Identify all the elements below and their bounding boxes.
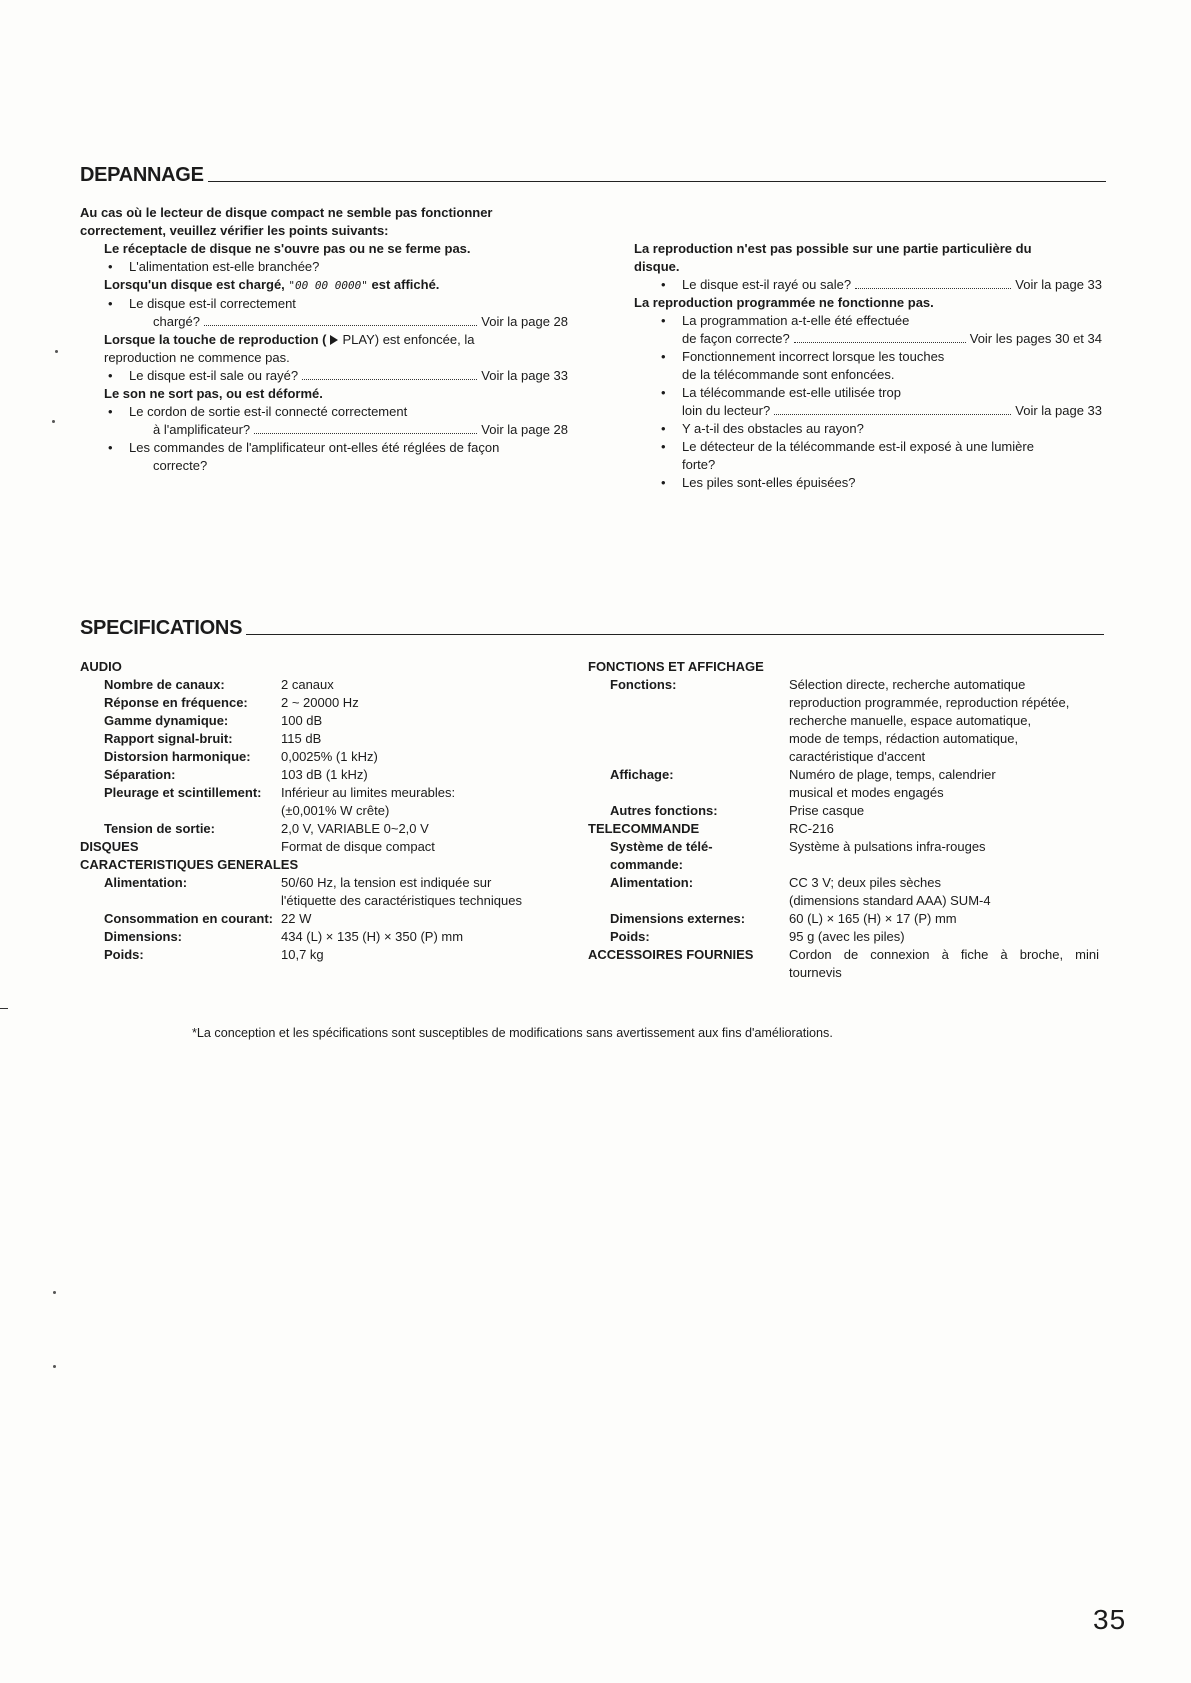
check-output-cord: • Le cordon de sortie est-il connecté correctement <box>80 403 568 421</box>
spec-label <box>80 802 281 820</box>
telecommande-model: RC-216 <box>789 821 834 836</box>
specs-right-column <box>588 658 1118 982</box>
check-disc-dirty: • Le disque est-il sale ou rayé? <box>129 367 298 385</box>
spec-value: reproduction programmée, reproduction répétée, <box>789 695 1070 710</box>
ref-page-33-c: Voir la page 33 <box>1015 403 1102 418</box>
check-sensor-light: • Le détecteur de la télécommande est-il exposé à une lumière <box>634 438 1102 456</box>
depannage-title: DEPANNAGE <box>80 164 204 186</box>
spec-value: Inférieur au limites meurables: <box>281 785 456 800</box>
check-remote-keys-cont: de la télécommande sont enfoncées. <box>682 367 895 382</box>
leader-dots <box>794 342 966 343</box>
fonctions-heading: FONCTIONS ET AFFICHAGE <box>588 659 764 674</box>
spec-value: 95 g (avec les piles) <box>789 929 905 944</box>
specifications-heading <box>80 619 1104 637</box>
disques-value: Format de disque compact <box>281 839 435 854</box>
leader-dots <box>204 325 477 326</box>
spec-label: Système de télé- <box>610 839 713 854</box>
spec-row <box>80 766 600 784</box>
depannage-left-column <box>80 204 568 475</box>
check-output-cord-cont: à l'amplificateur? <box>153 422 251 437</box>
spec-value: 2,0 V, VARIABLE 0~2,0 V <box>281 821 429 836</box>
spec-label: Rapport signal-bruit: <box>104 731 233 746</box>
leader-dots <box>254 433 477 434</box>
problem-play-pre: Lorsque la touche de reproduction ( <box>104 332 327 347</box>
check-remote-distance-cont: loin du lecteur? <box>682 403 771 418</box>
spec-row <box>588 712 1118 730</box>
problem-play <box>80 331 568 349</box>
accessoires-heading: ACCESSOIRES FOURNIES <box>588 947 754 962</box>
check-amp-controls-cont: correcte? <box>153 458 208 473</box>
spec-row <box>588 694 1118 712</box>
spec-row <box>80 910 600 928</box>
problem-disc-loaded <box>80 276 568 295</box>
spec-label: commande: <box>610 857 683 872</box>
depannage-intro-line-2: correctement, veuillez vérifier les points suivants: <box>80 223 389 238</box>
spec-value: (dimensions standard AAA) SUM-4 <box>789 893 991 908</box>
fonctions-spec-list <box>588 676 1118 820</box>
spec-label <box>588 748 789 766</box>
spec-label <box>588 784 789 802</box>
spec-row <box>588 676 1118 694</box>
audio-spec-list <box>80 676 600 838</box>
specifications-rule <box>246 622 1104 635</box>
spec-value: 2 canaux <box>281 677 334 692</box>
problem-play-key: PLAY) <box>342 332 380 347</box>
spec-row <box>80 928 600 946</box>
spec-value: 50/60 Hz, la tension est indiquée sur <box>281 875 492 890</box>
check-programming-ref-row <box>634 330 1102 348</box>
check-programming-cont: de façon correcte? <box>682 331 790 346</box>
check-sensor-light-cont: forte? <box>682 457 716 472</box>
spec-label: Alimentation: <box>610 875 694 890</box>
problem-disc-loaded-post: est affiché. <box>367 277 440 292</box>
spec-label: Gamme dynamique: <box>104 713 229 728</box>
spec-row <box>80 712 600 730</box>
spec-value: 0,0025% (1 kHz) <box>281 749 378 764</box>
spacer <box>588 964 789 982</box>
spec-value: Numéro de plage, temps, calendrier <box>789 767 996 782</box>
spec-value: recherche manuelle, espace automatique, <box>789 713 1032 728</box>
accessoires-value: Cordon de connexion à fiche à broche, mini <box>789 947 1099 962</box>
spec-label: Tension de sortie: <box>104 821 215 836</box>
ref-pages-30-34: Voir les pages 30 et 34 <box>969 331 1102 346</box>
accessoires-row-cont <box>588 964 1118 982</box>
problem-no-sound: Le son ne sort pas, ou est déformé. <box>104 386 323 401</box>
spec-row <box>588 730 1118 748</box>
spec-label: Réponse en fréquence: <box>104 695 248 710</box>
spec-label <box>588 892 789 910</box>
spec-label: Autres fonctions: <box>610 803 718 818</box>
check-programming: • La programmation a-t-elle été effectuée <box>634 312 1102 330</box>
problem-tray: Le réceptacle de disque ne s'ouvre pas ou ne se ferme pas. <box>104 241 471 256</box>
check-disc-dirty-row <box>80 367 568 385</box>
problem-play-cont: reproduction ne commence pas. <box>104 350 290 365</box>
spec-label: Séparation: <box>104 767 176 782</box>
generales-spec-list <box>80 874 600 964</box>
disques-row <box>80 838 600 856</box>
scan-speck <box>53 1291 56 1294</box>
spec-label: Nombre de canaux: <box>104 677 225 692</box>
spec-value: (±0,001% W crête) <box>281 803 390 818</box>
spec-value: mode de temps, rédaction automatique, <box>789 731 1019 746</box>
specifications-title: SPECIFICATIONS <box>80 617 243 639</box>
spec-row <box>588 766 1118 784</box>
spec-row <box>588 856 1118 874</box>
scan-speck <box>53 1365 56 1368</box>
spec-row <box>588 802 1118 820</box>
spec-row <box>588 838 1118 856</box>
spec-value: l'étiquette des caractéristiques techniques <box>281 893 522 908</box>
scan-speck <box>52 420 55 423</box>
problem-disc-loaded-pre: Lorsqu'un disque est chargé, <box>104 277 289 292</box>
spec-label: Fonctions: <box>610 677 677 692</box>
spec-label <box>80 892 281 910</box>
audio-heading: AUDIO <box>80 659 122 674</box>
problem-programmed: La reproduction programmée ne fonctionne pas. <box>634 295 934 310</box>
check-disc-scratched-row <box>634 276 1102 294</box>
spec-row <box>80 820 600 838</box>
play-icon <box>330 335 338 345</box>
check-obstacles: • Y a-t-il des obstacles au rayon? <box>634 420 1102 438</box>
check-output-cord-ref-row <box>80 421 568 439</box>
spec-value: 22 W <box>281 911 312 926</box>
leader-dots <box>855 288 1011 289</box>
spec-value: musical et modes engagés <box>789 785 944 800</box>
spec-row <box>80 874 600 892</box>
display-code: "00 00 0000" <box>288 279 368 292</box>
accessoires-value-cont: tournevis <box>789 965 842 980</box>
depannage-rule <box>208 169 1106 182</box>
ref-page-28-a: Voir la page 28 <box>481 314 568 329</box>
check-disc-loaded-cont: chargé? <box>153 314 200 329</box>
spec-label: Dimensions externes: <box>610 911 746 926</box>
accessoires-row <box>588 946 1118 964</box>
spec-row <box>588 892 1118 910</box>
check-batteries: • Les piles sont-elles épuisées? <box>634 474 1102 492</box>
leader-dots <box>302 379 477 380</box>
check-remote-keys: • Fonctionnement incorrect lorsque les touches <box>634 348 1102 366</box>
spec-row <box>588 748 1118 766</box>
spec-label: Distorsion harmonique: <box>104 749 251 764</box>
spec-value: Prise casque <box>789 803 865 818</box>
footnote: *La conception et les spécifications sont susceptibles de modifications sans avertissement aux fins d'améliorations. <box>192 1026 833 1040</box>
spec-value: 115 dB <box>281 731 322 746</box>
spec-value: 100 dB <box>281 713 323 728</box>
spec-row <box>588 784 1118 802</box>
depannage-right-column <box>634 240 1102 492</box>
problem-play-post: est enfoncée, la <box>379 332 475 347</box>
spec-row <box>80 748 600 766</box>
spec-value: Sélection directe, recherche automatique <box>789 677 1026 692</box>
spec-value: CC 3 V; deux piles sèches <box>789 875 941 890</box>
spec-value: 10,7 kg <box>281 947 324 962</box>
spec-label: Pleurage et scintillement: <box>104 785 262 800</box>
spec-label: Affichage: <box>610 767 674 782</box>
spec-label: Alimentation: <box>104 875 188 890</box>
spec-row <box>80 730 600 748</box>
spec-label: Dimensions: <box>104 929 183 944</box>
depannage-intro-line-1: Au cas où le lecteur de disque compact ne semble pas fonctionner <box>80 205 493 220</box>
ref-page-33-a: Voir la page 33 <box>481 368 568 383</box>
margin-mark <box>0 1008 8 1009</box>
check-power: • L'alimentation est-elle branchée? <box>80 258 568 276</box>
ref-page-33-b: Voir la page 33 <box>1015 277 1102 292</box>
spec-label: Poids: <box>104 947 144 962</box>
spec-row <box>80 784 600 802</box>
scan-speck <box>55 350 58 353</box>
spec-row <box>588 874 1118 892</box>
spec-row <box>80 676 600 694</box>
spec-value: 103 dB (1 kHz) <box>281 767 368 782</box>
spec-row <box>80 892 600 910</box>
depannage-heading <box>80 166 1106 184</box>
leader-dots <box>774 414 1011 415</box>
ref-page-28-b: Voir la page 28 <box>481 422 568 437</box>
spec-label: Consommation en courant: <box>104 911 274 926</box>
telecommande-heading: TELECOMMANDE <box>588 821 700 836</box>
spec-value: caractéristique d'accent <box>789 749 926 764</box>
specs-left-column <box>80 658 600 964</box>
spec-row <box>80 802 600 820</box>
spec-label <box>588 694 789 712</box>
check-disc-scratched: • Le disque est-il rayé ou sale? <box>682 276 851 294</box>
spec-value: 60 (L) × 165 (H) × 17 (P) mm <box>789 911 957 926</box>
check-disc-loaded-ref-row <box>80 313 568 331</box>
spec-row <box>80 946 600 964</box>
problem-partial-play: La reproduction n'est pas possible sur une partie particulière du <box>634 241 1032 256</box>
check-disc-loaded: • Le disque est-il correctement <box>80 295 568 313</box>
check-remote-distance-ref-row <box>634 402 1102 420</box>
telecommande-spec-list <box>588 838 1118 946</box>
check-amp-controls: • Les commandes de l'amplificateur ont-elles été réglées de façon <box>80 439 568 457</box>
check-remote-distance: • La télécommande est-elle utilisée trop <box>634 384 1102 402</box>
disques-heading: DISQUES <box>80 839 139 854</box>
problem-partial-play-cont: disque. <box>634 259 680 274</box>
spec-row <box>588 910 1118 928</box>
spec-label: Poids: <box>610 929 650 944</box>
generales-heading: CARACTERISTIQUES GENERALES <box>80 857 299 872</box>
spec-value: Système à pulsations infra-rouges <box>789 839 986 854</box>
spec-row <box>80 694 600 712</box>
spec-value: 2 ~ 20000 Hz <box>281 695 359 710</box>
spec-value: 434 (L) × 135 (H) × 350 (P) mm <box>281 929 464 944</box>
telecommande-row <box>588 820 1118 838</box>
spec-label <box>588 712 789 730</box>
page-number: 35 <box>1093 1604 1127 1635</box>
spec-row <box>588 928 1118 946</box>
spec-label <box>588 730 789 748</box>
